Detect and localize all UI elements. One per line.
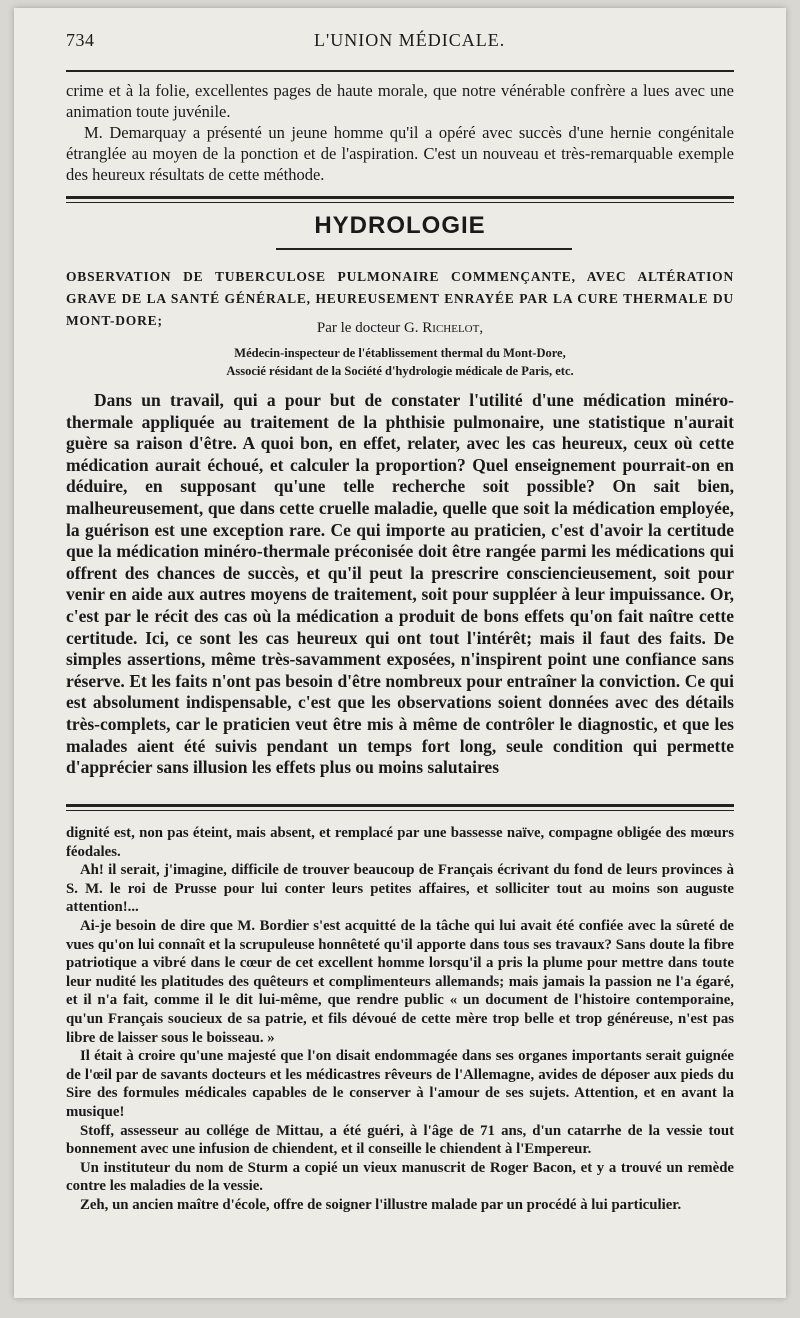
title-underline — [276, 248, 572, 250]
affiliation-line: Associé résidant de la Société d'hydrologie médicale de Paris, etc. — [226, 364, 574, 378]
article-author — [14, 320, 786, 337]
paragraph: Zeh, un ancien maître d'école, offre de soigner l'illustre malade par un procédé à lui particulier. — [80, 1196, 682, 1213]
feuilleton-text — [66, 824, 734, 1214]
paragraph: Stoff, assesseur au collége de Mittau, a été guéri, à l'âge de 71 ans, d'un catarrhe de la vessie tout bonnement avec une infusion de chiendent, et il conseille le chiendent à l'Empereur. — [66, 1122, 734, 1158]
paragraph: Un instituteur du nom de Sturm a copié un vieux manuscrit de Roger Bacon, et y a trouvé un remède contre les maladies de la vessie. — [66, 1159, 734, 1195]
article-title: OBSERVATION DE TUBERCULOSE PULMONAIRE COMMENÇANTE, AVEC ALTÉRATION GRAVE DE LA SANTÉ GÉNÉRALE, HEUREUSEMENT ENRAYÉE PAR LA CURE THERMALE DU MONT-DORE; — [66, 269, 734, 328]
paragraph: crime et à la folie, excellentes pages de haute morale, que notre vénérable confrère a lues avec une animation toute juvénile. — [66, 81, 734, 121]
paragraph: Ah! il serait, j'imagine, difficile de trouver beaucoup de Français écrivant du fond de leurs provinces à S. M. le roi de Prusse pour lui conter leurs petites affaires, et solliciter tout au moins son auguste attention!... — [66, 862, 734, 916]
page-number: 734 — [66, 30, 95, 50]
author-affiliation — [14, 344, 786, 380]
feuilleton-rule-thick — [66, 804, 734, 807]
paragraph: Dans un travail, qui a pour but de constater l'utilité d'une médication minéro-thermale appliquée au traitement de la phthisie pulmonaire, une statistique n'aurait guère sa raison d'être. A quoi bon, en effet, relater, avec les cas heureux, ceux où cette médication aurait échoué, et calculer la proportion? Quel enseignement pourrait-on en déduire, en supposant qu'une telle recherche soit possible? On sait bien, malheureusement, que dans cette cruelle maladie, quelle que soit la médication employée, la guérison est une exception rare. Ce qui importe au praticien, c'est d'avoir la certitude que la médication minéro-thermale préconisée doit être rangée parmi les médications qui offrent des chances de succès, et qu'il peut la prescrire consciencieusement, soit pour venir en aide aux autres moyens de traitement, soit pour suppléer à leur impuissance. Or, c'est par le récit des cas où la médication a produit de bons effets qu'on fait naître cette certitude. Ici, ce sont les cas heureux qui ont tout l'intérêt; mais il faut des faits. De simples assertions, même très-savamment exposées, n'inspirent point une confiance sans réserve. Et les faits n'ont pas besoin d'être nombreux pour entraîner la conviction. Ce qui est absolument indispensable, c'est que les observations soient données avec des détails très-complets, car le praticien veut être mis à même de contrôler le diagnostic, et que les malades aient été suivis pendant un temps fort long, seule condition qui permette d'apprécier sans illusion les effets plus ou moins salutaires — [66, 390, 734, 778]
article-body — [66, 390, 734, 779]
document-page — [14, 8, 786, 1298]
page-header — [66, 30, 736, 54]
author-name: Richelot, — [422, 320, 484, 336]
paragraph: dignité est, non pas éteint, mais absent, et remplacé par une bassesse naïve, compagne obligée des mœurs féodales. — [66, 825, 734, 860]
paragraph: Il était à croire qu'une majesté que l'on disait endommagée dans ses organes importants serait guignée de l'œil par de savants docteurs et les médicastres rêveurs de l'Allemagne, avides de déposer aux pieds du Sire des formules médicales capables de le conserver à l'amour de ses sujets. Attention, et en avant la musique! — [66, 1048, 734, 1120]
paragraph: M. Demarquay a présenté un jeune homme qu'il a opéré avec succès d'une hernie congénitale étranglée au moyen de la ponction et de l'aspiration. C'est un nouveau et très-remarquable exemple des heureux résultats de cette méthode. — [66, 123, 734, 184]
header-rule — [66, 70, 734, 72]
previous-article-continuation — [66, 80, 734, 185]
feuilleton-rule-thin — [66, 810, 734, 811]
author-prefix: Par le docteur G. — [316, 320, 423, 336]
section-rule-thin — [66, 202, 734, 203]
section-rule-thick — [66, 196, 734, 199]
affiliation-line: Médecin-inspecteur de l'établissement thermal du Mont-Dore, — [234, 346, 566, 360]
paragraph: Ai-je besoin de dire que M. Bordier s'est acquitté de la tâche qui lui avait été confiée avec la sûreté de vues qu'on lui connaît et la scrupuleuse honnêteté qu'il apporte dans tous ses travaux? Sans doute la fibre patriotique a vibré dans le cœur de cet excellent homme lorsqu'il a pris la plume pour mettre dans toute leur nudité les platitudes des quêteurs et complimenteurs allemands; mais jamais la passion ne l'a égaré, et il n'a fait, comme il le dit lui-même, que rendre public « un document de l'histoire contemporaine, qu'un Français soucieux de sa patrie, et fils dévoué de cette mère trop belle et trop généreuse, n'est pas libre de laisser sous le boisseau. » — [66, 917, 734, 1046]
section-title: HYDROLOGIE — [314, 212, 486, 239]
running-title: L'UNION MÉDICALE. — [314, 30, 506, 50]
